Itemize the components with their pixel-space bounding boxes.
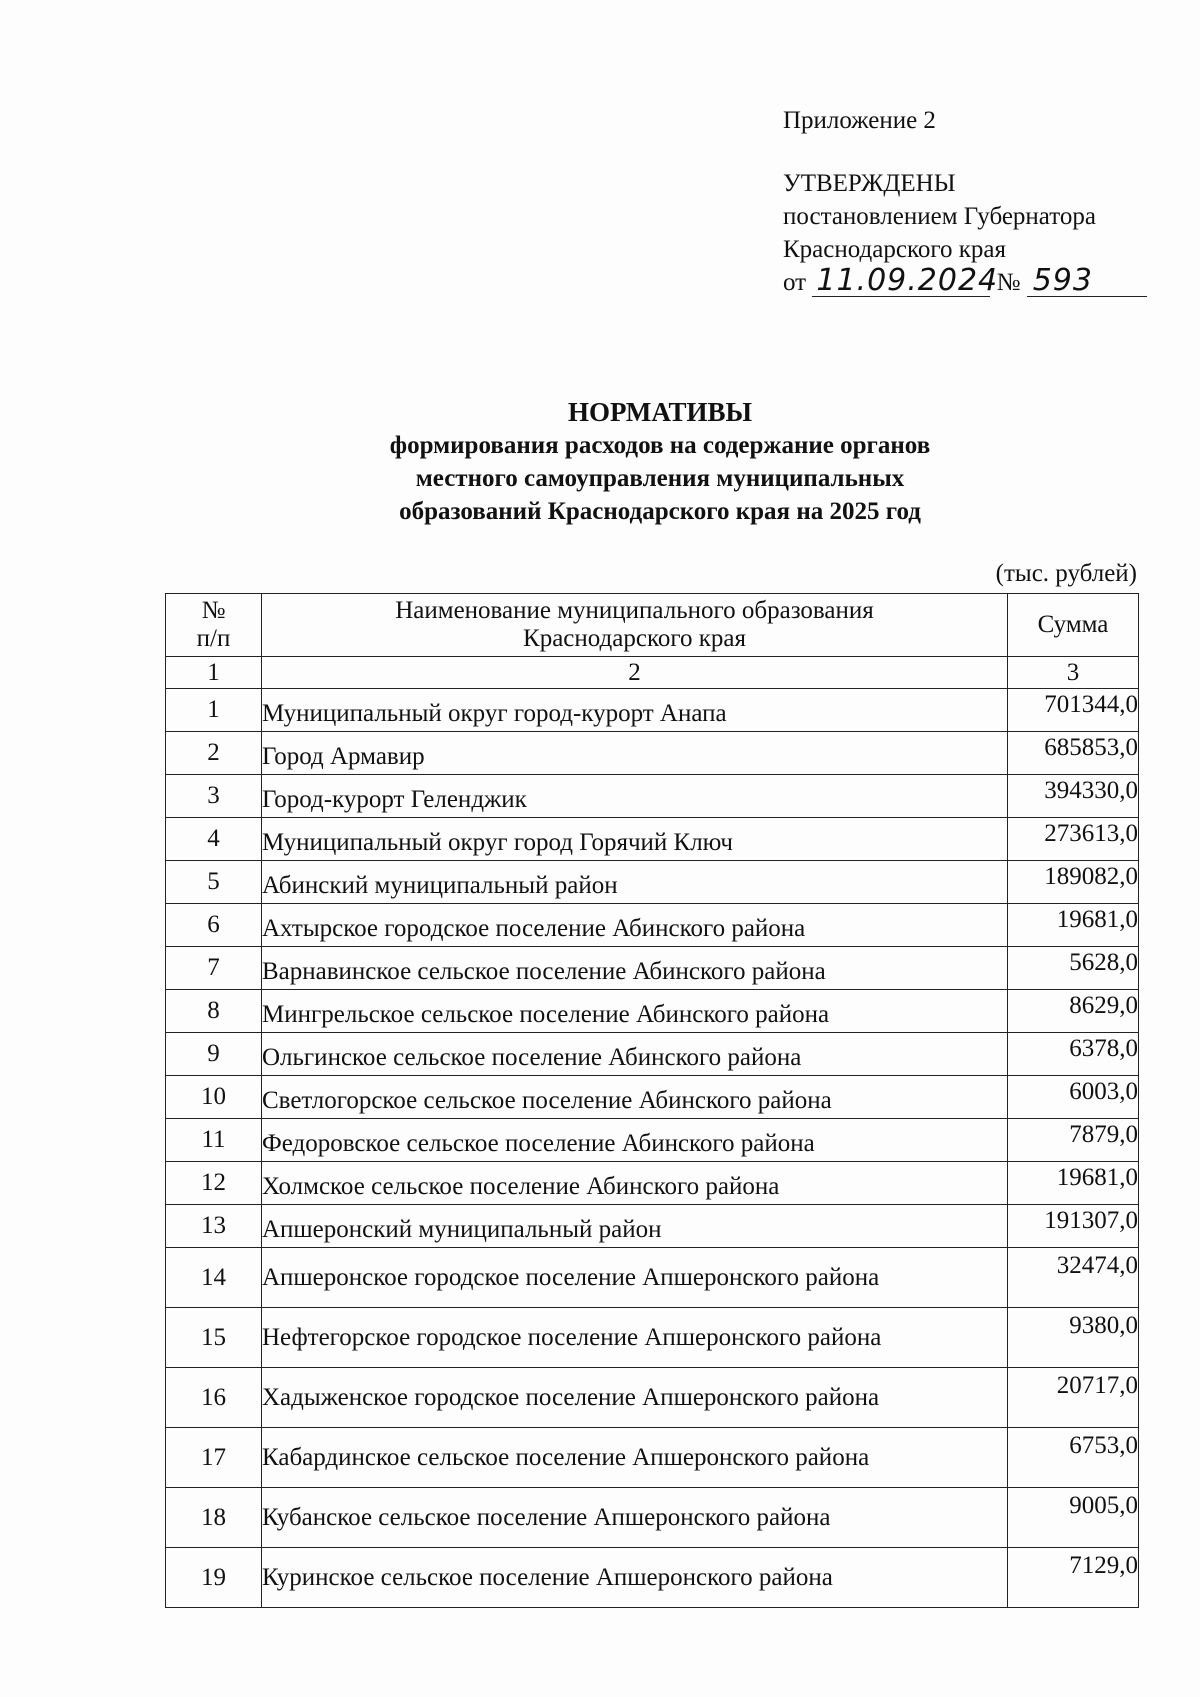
- row-number: 19: [166, 1548, 262, 1608]
- row-name: Муниципальный округ город Горячий Ключ: [262, 818, 1008, 861]
- row-number: 14: [166, 1248, 262, 1308]
- row-sum: 19681,0: [1008, 904, 1139, 947]
- row-sum: 8629,0: [1008, 990, 1139, 1033]
- approval-header: [783, 104, 1163, 299]
- title-line-1: формирования расходов на содержание органов: [389, 432, 931, 459]
- row-number: 10: [166, 1076, 262, 1119]
- row-number: 6: [166, 904, 262, 947]
- row-number: 9: [166, 1033, 262, 1076]
- number-label: №: [996, 269, 1021, 296]
- row-number: 12: [166, 1162, 262, 1205]
- row-name: Светлогорское сельское поселение Абинского района: [262, 1076, 1008, 1119]
- row-sum: 6378,0: [1008, 1033, 1139, 1076]
- row-sum: 6753,0: [1008, 1428, 1139, 1488]
- row-name: Ахтырское городское поселение Абинского района: [262, 904, 1008, 947]
- row-sum: 9005,0: [1008, 1488, 1139, 1548]
- title-line-3: образований Краснодарского края на 2025 год: [399, 498, 921, 525]
- row-name: Варнавинское сельское поселение Абинского района: [262, 947, 1008, 990]
- row-name: Кубанское сельское поселение Апшеронского района: [262, 1488, 1008, 1548]
- approved-by-line2: Краснодарского края: [783, 236, 1006, 263]
- row-name: Федоровское сельское поселение Абинского района: [262, 1119, 1008, 1162]
- table-row: [166, 904, 1139, 947]
- row-number: 2: [166, 732, 262, 775]
- table-row: [166, 1119, 1139, 1162]
- row-sum: 273613,0: [1008, 818, 1139, 861]
- column-number: 2: [262, 657, 1008, 689]
- row-name: Хадыженское городское поселение Апшеронского района: [262, 1368, 1008, 1428]
- row-number: 8: [166, 990, 262, 1033]
- table-row: [166, 861, 1139, 904]
- row-sum: 6003,0: [1008, 1076, 1139, 1119]
- handwritten-date: 11.09.2024: [812, 266, 990, 297]
- table-row: [166, 1033, 1139, 1076]
- row-number: 7: [166, 947, 262, 990]
- row-sum: 701344,0: [1008, 689, 1139, 732]
- row-number: 11: [166, 1119, 262, 1162]
- row-sum: 394330,0: [1008, 775, 1139, 818]
- row-sum: 7879,0: [1008, 1119, 1139, 1162]
- row-name: Ольгинское сельское поселение Абинского района: [262, 1033, 1008, 1076]
- row-number: 5: [166, 861, 262, 904]
- table-row: [166, 1205, 1139, 1248]
- approved-label: УТВЕРЖДЕНЫ: [783, 170, 956, 197]
- row-number: 3: [166, 775, 262, 818]
- row-sum: 9380,0: [1008, 1308, 1139, 1368]
- decree-reference: [783, 263, 1163, 299]
- table-row: [166, 775, 1139, 818]
- row-sum: 5628,0: [1008, 947, 1139, 990]
- norms-table: [165, 593, 1139, 1608]
- row-name: Абинский муниципальный район: [262, 861, 1008, 904]
- table-row: [166, 1488, 1139, 1548]
- table-row: [166, 947, 1139, 990]
- units-label: (тыс. рублей): [995, 560, 1137, 587]
- column-number-row: [166, 657, 1139, 689]
- table-row: [166, 732, 1139, 775]
- row-number: 18: [166, 1488, 262, 1548]
- row-number: 13: [166, 1205, 262, 1248]
- column-number: 3: [1008, 657, 1139, 689]
- row-name: Апшеронское городское поселение Апшеронского района: [262, 1248, 1008, 1308]
- appendix-label: Приложение 2: [783, 107, 936, 134]
- row-sum: 20717,0: [1008, 1368, 1139, 1428]
- table-row: [166, 1162, 1139, 1205]
- row-name: Муниципальный округ город-курорт Анапа: [262, 689, 1008, 732]
- row-sum: 189082,0: [1008, 861, 1139, 904]
- table-row: [166, 1428, 1139, 1488]
- row-name: Город Армавир: [262, 732, 1008, 775]
- header-name: Наименование муниципального образования Краснодарского края: [262, 594, 1008, 657]
- row-sum: 685853,0: [1008, 732, 1139, 775]
- table-row: [166, 689, 1139, 732]
- row-name: Мингрельское сельское поселение Абинского района: [262, 990, 1008, 1033]
- row-number: 15: [166, 1308, 262, 1368]
- table-header-row: [166, 594, 1139, 657]
- row-name: Куринское сельское поселение Апшеронского района: [262, 1548, 1008, 1608]
- approved-by-line1: постановлением Губернатора: [783, 203, 1096, 230]
- column-number: 1: [166, 657, 262, 689]
- table-row: [166, 1548, 1139, 1608]
- row-number: 1: [166, 689, 262, 732]
- row-number: 16: [166, 1368, 262, 1428]
- row-number: 4: [166, 818, 262, 861]
- row-sum: 19681,0: [1008, 1162, 1139, 1205]
- document-title: [220, 396, 1100, 528]
- row-sum: 7129,0: [1008, 1548, 1139, 1608]
- table-row: [166, 1076, 1139, 1119]
- row-number: 17: [166, 1428, 262, 1488]
- row-name: Город-курорт Геленджик: [262, 775, 1008, 818]
- table-row: [166, 1248, 1139, 1308]
- row-name: Холмское сельское поселение Абинского района: [262, 1162, 1008, 1205]
- row-name: Кабардинское сельское поселение Апшеронского района: [262, 1428, 1008, 1488]
- table-row: [166, 818, 1139, 861]
- row-name: Нефтегорское городское поселение Апшеронского района: [262, 1308, 1008, 1368]
- title-main: НОРМАТИВЫ: [567, 397, 753, 427]
- row-name: Апшеронский муниципальный район: [262, 1205, 1008, 1248]
- row-sum: 191307,0: [1008, 1205, 1139, 1248]
- title-line-2: местного самоуправления муниципальных: [415, 465, 905, 492]
- handwritten-number: 593: [1027, 266, 1147, 297]
- header-sum: Сумма: [1008, 594, 1139, 657]
- table-row: [166, 1368, 1139, 1428]
- table-row: [166, 990, 1139, 1033]
- header-number: № п/п: [166, 594, 262, 657]
- row-sum: 32474,0: [1008, 1248, 1139, 1308]
- from-label: от: [783, 269, 807, 296]
- table-row: [166, 1308, 1139, 1368]
